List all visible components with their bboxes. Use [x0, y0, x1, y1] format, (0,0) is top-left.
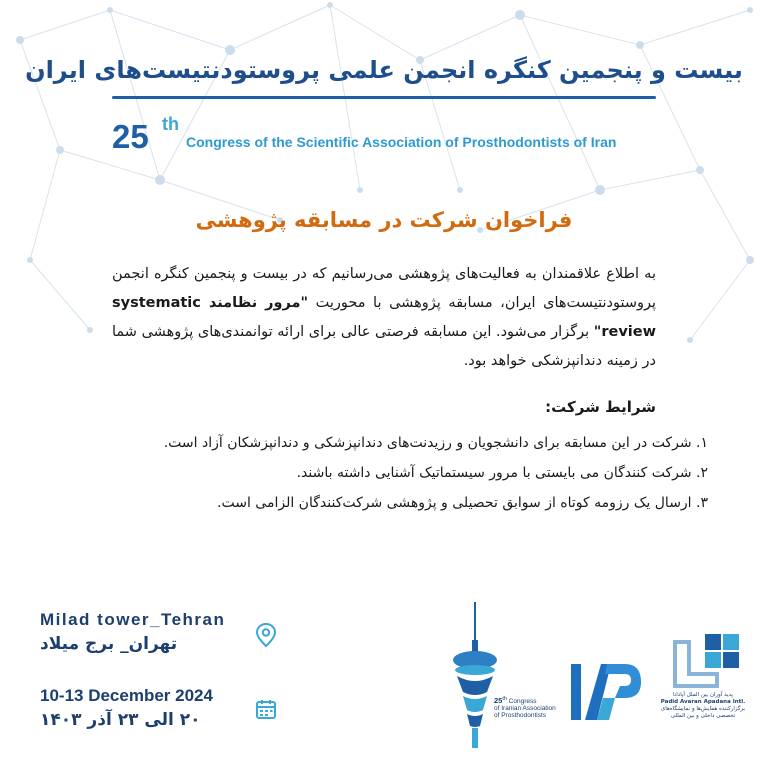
- location-fa: تهران_ برج میلاد: [40, 634, 178, 654]
- conditions-list: [112, 428, 708, 518]
- calendar-icon: [255, 698, 277, 720]
- padid-description: برگزارکننده همایش‌ها و نمایشگاه‌های تخصصی داخلی و بین المللی: [660, 706, 746, 719]
- call-paragraph-bold: "مرور نظامند systematic review": [112, 295, 656, 340]
- tower-caption-line2: of Iranian Association: [494, 705, 556, 713]
- tower-caption-sup: th: [502, 696, 507, 702]
- tower-logo-caption: [494, 696, 564, 719]
- call-paragraph: [112, 260, 656, 376]
- call-paragraph-part2: برگزار می‌شود. این مسابقه فرصتی عالی برای ارائه توانمندی‌های پژوهشی شما در زمینه دندانپزشکی خواهد بود.: [112, 324, 656, 369]
- header-divider: [112, 96, 656, 99]
- tower-caption-num: 25: [494, 696, 503, 706]
- padid-name-en: Padid Avaran Apadana Intl.: [660, 699, 746, 705]
- padid-logo-caption: [658, 692, 748, 720]
- header-title-fa: بیست و پنجمین کنگره انجمن علمی پروستودنتیست‌های ایران: [25, 56, 743, 84]
- milad-tower-logo: [447, 600, 557, 750]
- header-title-en: Congress of the Scientific Association of Prosthodontists of Iran: [186, 134, 617, 150]
- padid-name-fa: پدید آوران بین الملل آپادانا: [673, 692, 733, 698]
- location-pin-icon: [255, 622, 277, 648]
- date-en: 10-13 December 2024: [40, 686, 213, 705]
- date-fa: ۲۰ الی ۲۳ آذر ۱۴۰۳: [40, 710, 201, 730]
- condition-item: ۲. شرکت کنندگان می بایستی با مرور سیستماتیک آشنایی داشته باشند.: [296, 465, 708, 481]
- iap-logo: [567, 660, 645, 724]
- condition-item: ۳. ارسال یک رزومه کوتاه از سوابق تحصیلی و پژوهشی شرکت‌کنندگان الزامی است.: [217, 495, 708, 511]
- congress-number: 25: [112, 118, 149, 155]
- tower-caption-line3: of Prosthodontists: [494, 712, 547, 720]
- header-title-en-block: [112, 114, 672, 154]
- condition-item: ۱. شرکت در این مسابقه برای دانشجویان و رزیدنت‌های دندانپزشکی و دندانپزشکان آزاد است.: [163, 435, 708, 451]
- call-title: فراخوان شرکت در مسابقه پژوهشی: [195, 208, 573, 232]
- location-en: Milad tower_Tehran: [40, 610, 226, 629]
- congress-number-suffix: th: [162, 114, 179, 134]
- call-paragraph-part1: به اطلاع علاقمندان به فعالیت‌های پژوهشی می‌رسانیم که در بیست و پنجمین کنگره انجمن پروستودنتیست‌های ایران، مسابقه پژوهشی با محوریت: [112, 266, 657, 311]
- padid-avaran-logo: [665, 630, 743, 690]
- conditions-title: شرایط شرکت:: [545, 398, 656, 416]
- tower-caption-line1: Congress: [508, 698, 537, 706]
